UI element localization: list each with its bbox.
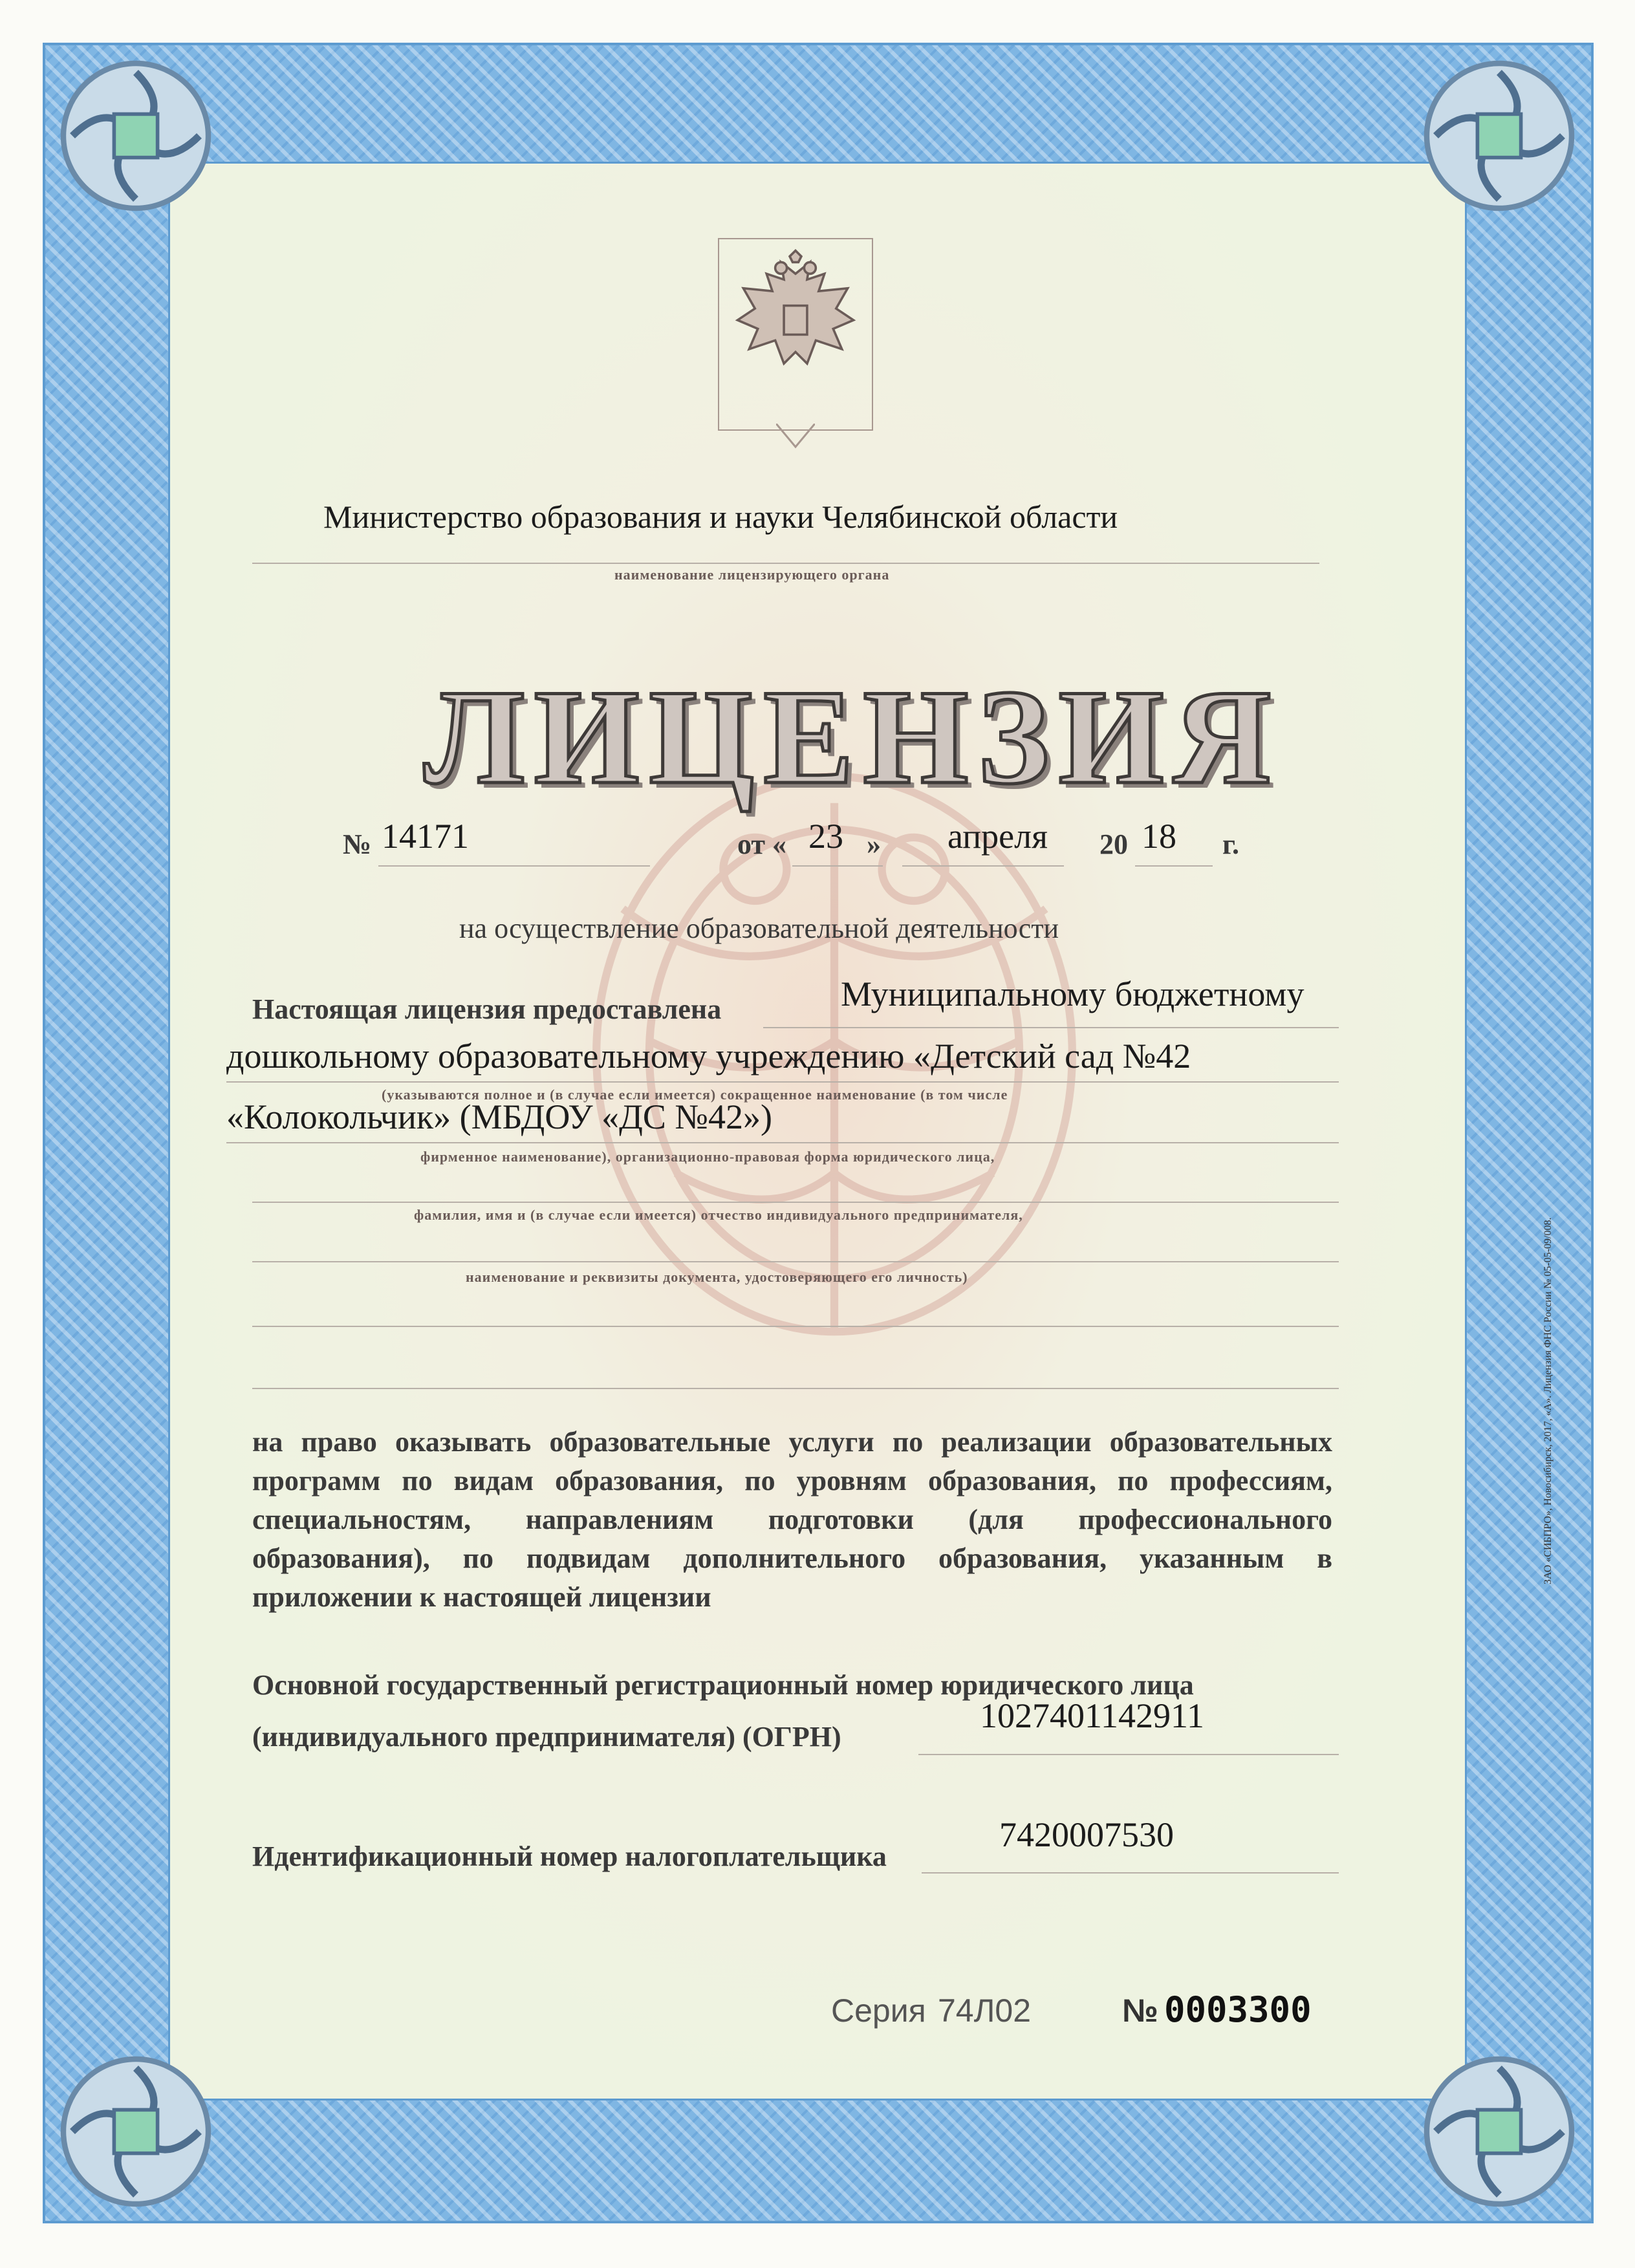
licensee-underline-3 [226, 1142, 1339, 1143]
date-year-prefix: 20 [1099, 828, 1128, 860]
number-underline [378, 865, 650, 867]
ogrn-value: 1027401142911 [980, 1696, 1204, 1735]
rights-line: программ по видам образования, по уровням образования, по профессиям, [252, 1465, 1332, 1496]
printer-note: ЗАО «СИБПРО», Новосибирск, 2017, «А». Лицензия ФНС России № 05-05-09/008. [1543, 1217, 1554, 1584]
rights-line: образования), по подвидам дополнительного образования, указанным в [252, 1542, 1332, 1574]
caption-line4: наименование и реквизиты документа, удостоверяющего его личность) [466, 1269, 968, 1285]
ogrn-label-line2: (индивидуального предпринимателя) (ОГРН) [252, 1721, 841, 1753]
licensee-name-line3: «Колокольчик» (МБДОУ «ДС №42») [226, 1097, 772, 1136]
inn-underline [922, 1872, 1339, 1874]
series-label: Серия [831, 1993, 926, 2029]
date-year-unit: г. [1222, 828, 1240, 860]
document-title: ЛИЦЕНЗИЯ [424, 662, 1281, 812]
corner-ornament-icon [1409, 2041, 1590, 2222]
shield-tip [776, 424, 815, 449]
ogrn-underline [918, 1754, 1339, 1755]
date-year-suffix: 18 [1142, 817, 1176, 856]
authority-caption: наименование лицензирующего органа [614, 567, 890, 583]
blank-underline-6 [252, 1326, 1339, 1327]
caption-line3: фамилия, имя и (в случае если имеется) отчество индивидуального предпринимателя, [414, 1207, 1023, 1223]
caption-line2: фирменное наименование), организационно-правовая форма юридического лица, [420, 1149, 995, 1165]
rights-line: приложении к настоящей лицензии [252, 1581, 711, 1613]
rights-paragraph [252, 1423, 1332, 1617]
authority-underline [252, 563, 1319, 564]
license-purpose: на осуществление образовательной деятельности [459, 913, 1059, 944]
licensee-underline-1 [763, 1027, 1339, 1028]
day-underline [792, 865, 883, 867]
inn-value: 7420007530 [999, 1815, 1174, 1854]
date-day: 23 [808, 817, 843, 856]
granted-label: Настоящая лицензия предоставлена [252, 993, 722, 1025]
licensing-authority: Министерство образования и науки Челябинской области [323, 499, 1118, 535]
year-underline [1135, 865, 1213, 867]
blank-underline-5 [252, 1261, 1339, 1262]
license-number-label: № [343, 828, 372, 860]
licensee-name-line2: дошкольному образовательному учреждению «Детский сад №42 [226, 1037, 1191, 1075]
month-underline [902, 865, 1064, 867]
blank-underline-4 [252, 1202, 1339, 1203]
license-number: 14171 [382, 817, 469, 856]
ogrn-label-line1: Основной государственный регистрационный номер юридического лица [252, 1669, 1194, 1701]
inn-label: Идентификационный номер налогоплательщика [252, 1841, 887, 1872]
rights-line: на право оказывать образовательные услуги по реализации образовательных [252, 1426, 1332, 1458]
rights-line: специальностям, направлениям подготовки (для профессионального [252, 1504, 1332, 1535]
corner-ornament-icon [1409, 45, 1590, 226]
blank-number: 0003300 [1164, 1989, 1312, 2030]
series-value: 74Л02 [938, 1993, 1032, 2029]
blank-number-label: № [1122, 1993, 1158, 2029]
coat-of-arms-icon [723, 246, 868, 394]
caption-line1: (указываются полное и (в случае если имеется) сокращенное наименование (в том числе [382, 1086, 1008, 1103]
date-day-close: » [867, 828, 881, 860]
corner-ornament-icon [45, 2041, 226, 2222]
licensee-name-line1: Муниципальному бюджетному [841, 975, 1305, 1013]
licensee-underline-2 [226, 1081, 1339, 1083]
blank-underline-7 [252, 1388, 1339, 1389]
date-from-label: от « [737, 828, 787, 860]
corner-ornament-icon [45, 45, 226, 226]
date-month: апреля [947, 817, 1048, 856]
